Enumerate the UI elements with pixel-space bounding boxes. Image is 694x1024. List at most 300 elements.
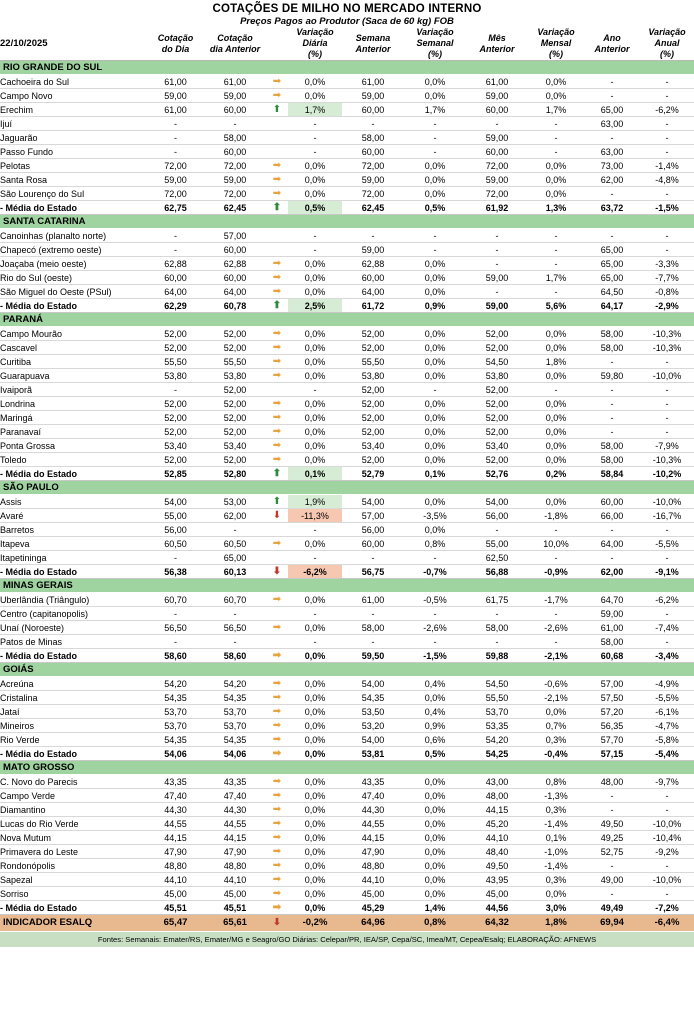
trend-icon-cell — [266, 201, 288, 215]
variation-daily: 0,0% — [288, 257, 342, 271]
price-prev-year: 65,00 — [584, 271, 640, 285]
price-prev-month: 59,88 — [466, 649, 528, 663]
price-prev-year: 58,00 — [584, 439, 640, 453]
variation-monthly: -2,6% — [528, 621, 584, 635]
city-name: Nova Mutum — [0, 831, 147, 845]
price-prev-day: 60,00 — [204, 145, 266, 159]
price-prev-year: 63,72 — [584, 201, 640, 215]
price-prev-year: - — [584, 803, 640, 817]
variation-weekly: 0,0% — [404, 397, 466, 411]
variation-monthly: -1,8% — [528, 509, 584, 523]
price-prev-day: 53,40 — [204, 439, 266, 453]
variation-weekly: 0,0% — [404, 775, 466, 789]
variation-daily: 0,0% — [288, 173, 342, 187]
city-name: Diamantino — [0, 803, 147, 817]
price-prev-week: 72,00 — [342, 187, 404, 201]
arrow-flat-icon: ➡ — [272, 789, 282, 801]
price-day: 60,50 — [147, 537, 204, 551]
trend-icon-cell — [266, 411, 288, 425]
variation-annual: -6,2% — [640, 593, 694, 607]
price-prev-year: 63,00 — [584, 145, 640, 159]
variation-annual: -4,9% — [640, 677, 694, 691]
variation-daily: 0,0% — [288, 705, 342, 719]
price-day: 52,85 — [147, 467, 204, 481]
price-prev-month: 44,10 — [466, 831, 528, 845]
column-header-cotacao-dia: Cotação do Dia — [147, 27, 204, 61]
price-prev-day: 58,60 — [204, 649, 266, 663]
price-day: 59,00 — [147, 173, 204, 187]
city-name: Rio do Sul (oeste) — [0, 271, 147, 285]
price-prev-year: 57,00 — [584, 677, 640, 691]
variation-annual: - — [640, 789, 694, 803]
variation-daily: 0,0% — [288, 719, 342, 733]
variation-annual: -10,4% — [640, 831, 694, 845]
price-prev-year: - — [584, 859, 640, 873]
variation-monthly: -0,6% — [528, 677, 584, 691]
variation-monthly: - — [528, 131, 584, 145]
price-prev-day: 62,45 — [204, 201, 266, 215]
variation-monthly: 0,0% — [528, 397, 584, 411]
state-average-row — [0, 467, 694, 481]
arrow-down-icon: ⬇ — [272, 565, 282, 577]
arrow-flat-icon: ➡ — [272, 845, 282, 857]
quotes-table — [0, 27, 694, 931]
price-prev-day: 47,90 — [204, 845, 266, 859]
price-prev-year: 57,70 — [584, 733, 640, 747]
price-day: 53,40 — [147, 439, 204, 453]
price-prev-week: 48,80 — [342, 859, 404, 873]
variation-daily: 0,0% — [288, 817, 342, 831]
table-row — [0, 803, 694, 817]
table-row — [0, 89, 694, 103]
city-name: Guarapuava — [0, 369, 147, 383]
variation-annual: -16,7% — [640, 509, 694, 523]
price-prev-month: 59,00 — [466, 89, 528, 103]
variation-weekly: 0,4% — [404, 677, 466, 691]
variation-annual: - — [640, 523, 694, 537]
price-day: - — [147, 551, 204, 565]
table-row — [0, 635, 694, 649]
variation-weekly: 0,0% — [404, 341, 466, 355]
variation-daily: 0,0% — [288, 341, 342, 355]
arrow-flat-icon: ➡ — [272, 691, 282, 703]
table-row — [0, 775, 694, 789]
price-day: 54,20 — [147, 677, 204, 691]
city-name: Londrina — [0, 397, 147, 411]
price-prev-day: 72,00 — [204, 159, 266, 173]
variation-daily: - — [288, 117, 342, 131]
state-average-row — [0, 747, 694, 761]
price-prev-month: 52,76 — [466, 467, 528, 481]
variation-weekly: 0,8% — [404, 537, 466, 551]
price-prev-year: 63,00 — [584, 117, 640, 131]
variation-annual: -1,4% — [640, 159, 694, 173]
variation-monthly: -2,1% — [528, 649, 584, 663]
table-row — [0, 873, 694, 887]
price-prev-month: 55,50 — [466, 691, 528, 705]
variation-daily: - — [288, 131, 342, 145]
price-prev-year: 59,80 — [584, 369, 640, 383]
price-day: 52,00 — [147, 341, 204, 355]
price-prev-day: 58,00 — [204, 131, 266, 145]
variation-daily: -6,2% — [288, 565, 342, 579]
price-prev-month: 72,00 — [466, 187, 528, 201]
price-day: 44,55 — [147, 817, 204, 831]
price-day: 53,70 — [147, 705, 204, 719]
trend-icon-cell — [266, 831, 288, 845]
variation-annual: -10,3% — [640, 327, 694, 341]
variation-daily: 0,0% — [288, 677, 342, 691]
trend-icon-none — [266, 551, 288, 565]
table-row — [0, 495, 694, 509]
variation-daily: - — [288, 523, 342, 537]
trend-icon-cell — [266, 705, 288, 719]
table-row — [0, 551, 694, 565]
variation-monthly: 0,0% — [528, 705, 584, 719]
variation-annual: -0,8% — [640, 285, 694, 299]
variation-daily: -11,3% — [288, 509, 342, 523]
price-prev-day: 54,35 — [204, 733, 266, 747]
price-prev-day: 52,00 — [204, 341, 266, 355]
trend-icon-cell — [266, 509, 288, 523]
trend-icon-cell — [266, 299, 288, 313]
price-day: 45,51 — [147, 901, 204, 915]
city-name: Itapetininga — [0, 551, 147, 565]
table-row — [0, 383, 694, 397]
price-prev-month: 59,00 — [466, 131, 528, 145]
variation-monthly: -1,0% — [528, 845, 584, 859]
city-name: Chapecó (extremo oeste) — [0, 243, 147, 257]
price-prev-year: 58,84 — [584, 467, 640, 481]
table-row — [0, 621, 694, 635]
variation-monthly: 0,3% — [528, 803, 584, 817]
price-prev-month: 56,88 — [466, 565, 528, 579]
variation-weekly: - — [404, 131, 466, 145]
variation-daily: 1,7% — [288, 103, 342, 117]
price-prev-day: 43,35 — [204, 775, 266, 789]
arrow-down-icon: ⬇ — [273, 916, 281, 928]
trend-icon-none — [266, 635, 288, 649]
price-prev-month: 43,00 — [466, 775, 528, 789]
state-name: MINAS GERAIS — [0, 579, 694, 593]
price-prev-day: 52,00 — [204, 425, 266, 439]
price-prev-week: 53,50 — [342, 705, 404, 719]
price-prev-week: 45,29 — [342, 901, 404, 915]
variation-annual: -7,4% — [640, 621, 694, 635]
city-name: Primavera do Leste — [0, 845, 147, 859]
price-prev-month: 54,25 — [466, 747, 528, 761]
table-row — [0, 439, 694, 453]
indicator-price-prev-year: 69,94 — [584, 915, 640, 931]
variation-weekly: -1,5% — [404, 649, 466, 663]
city-name: Erechim — [0, 103, 147, 117]
variation-weekly: 0,0% — [404, 803, 466, 817]
price-prev-day: 60,00 — [204, 243, 266, 257]
price-prev-year: - — [584, 411, 640, 425]
trend-icon-cell — [266, 397, 288, 411]
price-prev-week: 58,00 — [342, 131, 404, 145]
variation-monthly: - — [528, 607, 584, 621]
arrow-flat-icon: ➡ — [272, 859, 282, 871]
trend-icon-cell — [266, 677, 288, 691]
arrow-flat-icon: ➡ — [272, 537, 282, 549]
trend-icon-cell — [266, 887, 288, 901]
city-name: Passo Fundo — [0, 145, 147, 159]
price-prev-day: 45,00 — [204, 887, 266, 901]
price-prev-year: - — [584, 187, 640, 201]
table-row — [0, 397, 694, 411]
table-row — [0, 117, 694, 131]
price-day: 43,35 — [147, 775, 204, 789]
variation-weekly: - — [404, 607, 466, 621]
city-name: Cascavel — [0, 341, 147, 355]
price-day: 52,00 — [147, 453, 204, 467]
variation-daily: 0,0% — [288, 887, 342, 901]
variation-annual: -10,0% — [640, 817, 694, 831]
price-prev-day: 44,15 — [204, 831, 266, 845]
price-prev-day: 52,80 — [204, 467, 266, 481]
table-row — [0, 145, 694, 159]
trend-icon-cell — [266, 103, 288, 117]
variation-annual: - — [640, 145, 694, 159]
variation-annual: -10,0% — [640, 495, 694, 509]
city-name: Sorriso — [0, 887, 147, 901]
price-prev-year: 49,00 — [584, 873, 640, 887]
variation-annual: - — [640, 243, 694, 257]
city-name: Toledo — [0, 453, 147, 467]
variation-monthly: 0,0% — [528, 369, 584, 383]
city-name: Acreúna — [0, 677, 147, 691]
variation-annual: -9,7% — [640, 775, 694, 789]
price-day: 61,00 — [147, 103, 204, 117]
price-prev-week: 58,00 — [342, 621, 404, 635]
report-date: 22/10/2025 — [0, 27, 147, 61]
trend-icon-cell — [266, 257, 288, 271]
price-prev-month: - — [466, 285, 528, 299]
variation-annual: -5,5% — [640, 537, 694, 551]
variation-monthly: - — [528, 145, 584, 159]
trend-icon-cell — [266, 425, 288, 439]
price-prev-month: 45,20 — [466, 817, 528, 831]
trend-icon-cell — [266, 369, 288, 383]
variation-monthly: 0,0% — [528, 173, 584, 187]
trend-icon-cell — [266, 285, 288, 299]
price-prev-week: 54,35 — [342, 691, 404, 705]
variation-daily: 0,0% — [288, 411, 342, 425]
state-header-row — [0, 61, 694, 75]
price-prev-year: - — [584, 383, 640, 397]
table-row — [0, 285, 694, 299]
price-prev-day: 53,00 — [204, 495, 266, 509]
variation-annual: -1,5% — [640, 201, 694, 215]
table-row — [0, 103, 694, 117]
price-prev-month: 52,00 — [466, 425, 528, 439]
variation-monthly: 0,3% — [528, 733, 584, 747]
variation-monthly: 0,0% — [528, 187, 584, 201]
price-prev-year: - — [584, 355, 640, 369]
trend-icon-cell — [266, 537, 288, 551]
variation-annual: - — [640, 117, 694, 131]
price-prev-year: 62,00 — [584, 173, 640, 187]
variation-daily: 0,5% — [288, 201, 342, 215]
price-prev-week: 45,00 — [342, 887, 404, 901]
variation-monthly: 3,0% — [528, 901, 584, 915]
variation-monthly: 1,3% — [528, 201, 584, 215]
arrow-up-icon: ⬆ — [272, 103, 282, 115]
arrow-flat-icon: ➡ — [272, 397, 282, 409]
trend-icon-none — [266, 383, 288, 397]
price-prev-week: 52,00 — [342, 453, 404, 467]
variation-monthly: - — [528, 285, 584, 299]
city-name: Maringá — [0, 411, 147, 425]
trend-icon-cell — [266, 467, 288, 481]
city-name: Patos de Minas — [0, 635, 147, 649]
price-prev-month: 59,00 — [466, 271, 528, 285]
price-prev-day: 55,50 — [204, 355, 266, 369]
price-prev-day: 54,35 — [204, 691, 266, 705]
price-prev-week: 52,00 — [342, 411, 404, 425]
variation-weekly: 0,0% — [404, 425, 466, 439]
state-header-row — [0, 481, 694, 495]
trend-icon-none — [266, 131, 288, 145]
variation-daily: 1,9% — [288, 495, 342, 509]
variation-weekly: 0,0% — [404, 691, 466, 705]
price-prev-week: 64,00 — [342, 285, 404, 299]
price-day: 52,00 — [147, 425, 204, 439]
arrow-flat-icon: ➡ — [272, 285, 282, 297]
variation-annual: -3,3% — [640, 257, 694, 271]
city-name: Campo Mourão — [0, 327, 147, 341]
price-prev-year: - — [584, 397, 640, 411]
price-prev-day: 56,50 — [204, 621, 266, 635]
price-prev-year: 52,75 — [584, 845, 640, 859]
price-prev-month: 45,00 — [466, 887, 528, 901]
price-prev-week: 62,45 — [342, 201, 404, 215]
indicator-label: INDICADOR ESALQ — [0, 915, 147, 931]
trend-icon-cell — [266, 271, 288, 285]
variation-annual: - — [640, 425, 694, 439]
price-prev-year: - — [584, 887, 640, 901]
price-prev-day: 62,88 — [204, 257, 266, 271]
price-day: 59,00 — [147, 89, 204, 103]
variation-annual: - — [640, 187, 694, 201]
variation-monthly: - — [528, 523, 584, 537]
table-row — [0, 593, 694, 607]
price-day: 54,35 — [147, 733, 204, 747]
price-prev-month: 62,50 — [466, 551, 528, 565]
variation-annual: - — [640, 383, 694, 397]
city-name: Ivaiporã — [0, 383, 147, 397]
price-prev-week: 44,30 — [342, 803, 404, 817]
variation-annual: -4,7% — [640, 719, 694, 733]
variation-annual: -6,1% — [640, 705, 694, 719]
arrow-flat-icon: ➡ — [272, 831, 282, 843]
indicator-row — [0, 915, 694, 931]
trend-icon-cell — [266, 733, 288, 747]
table-row — [0, 789, 694, 803]
variation-monthly: -2,1% — [528, 691, 584, 705]
variation-weekly: 0,0% — [404, 845, 466, 859]
variation-annual: - — [640, 75, 694, 89]
trend-icon-cell — [266, 845, 288, 859]
price-day: 56,50 — [147, 621, 204, 635]
price-prev-week: 60,00 — [342, 103, 404, 117]
variation-annual: -5,4% — [640, 747, 694, 761]
variation-weekly: 0,0% — [404, 173, 466, 187]
price-prev-year: - — [584, 523, 640, 537]
indicator-variation-weekly: 0,8% — [404, 915, 466, 931]
variation-weekly: 0,0% — [404, 75, 466, 89]
price-prev-month: 61,92 — [466, 201, 528, 215]
variation-weekly: -2,6% — [404, 621, 466, 635]
variation-annual: - — [640, 229, 694, 243]
price-prev-month: 61,00 — [466, 75, 528, 89]
price-day: 54,35 — [147, 691, 204, 705]
price-prev-week: 59,00 — [342, 243, 404, 257]
indicator-price-day: 65,47 — [147, 915, 204, 931]
price-prev-day: 47,40 — [204, 789, 266, 803]
arrow-up-icon: ⬆ — [272, 495, 282, 507]
price-prev-month: - — [466, 229, 528, 243]
variation-monthly: 0,0% — [528, 887, 584, 901]
variation-monthly: - — [528, 635, 584, 649]
price-day: 55,00 — [147, 509, 204, 523]
variation-daily: 0,0% — [288, 901, 342, 915]
trend-icon-cell — [266, 859, 288, 873]
price-prev-week: 44,55 — [342, 817, 404, 831]
variation-annual: - — [640, 607, 694, 621]
table-row — [0, 75, 694, 89]
price-prev-year: - — [584, 75, 640, 89]
indicator-price-prev-day: 65,61 — [204, 915, 266, 931]
price-day: 58,60 — [147, 649, 204, 663]
price-prev-week: 52,00 — [342, 397, 404, 411]
price-prev-day: - — [204, 607, 266, 621]
price-prev-week: 52,00 — [342, 341, 404, 355]
price-prev-week: 52,00 — [342, 327, 404, 341]
trend-icon-cell — [266, 649, 288, 663]
state-header-row — [0, 579, 694, 593]
arrow-flat-icon: ➡ — [272, 621, 282, 633]
price-prev-day: 60,50 — [204, 537, 266, 551]
indicator-variation-monthly: 1,8% — [528, 915, 584, 931]
price-day: - — [147, 229, 204, 243]
variation-weekly: 0,0% — [404, 327, 466, 341]
table-row — [0, 271, 694, 285]
variation-daily: - — [288, 229, 342, 243]
column-header-variacao-semanal: Variação Semanal (%) — [404, 27, 466, 61]
variation-weekly: 0,0% — [404, 817, 466, 831]
page-subtitle: Preços Pagos ao Produtor (Saca de 60 kg) FOB — [240, 16, 454, 27]
price-prev-week: - — [342, 229, 404, 243]
variation-monthly: 0,0% — [528, 411, 584, 425]
state-average-label: - Média do Estado — [0, 747, 147, 761]
price-prev-week: 47,40 — [342, 789, 404, 803]
price-prev-month: 54,50 — [466, 355, 528, 369]
table-row — [0, 453, 694, 467]
price-prev-year: 64,17 — [584, 299, 640, 313]
price-day: 56,38 — [147, 565, 204, 579]
table-row — [0, 159, 694, 173]
price-prev-week: - — [342, 551, 404, 565]
variation-monthly: -0,4% — [528, 747, 584, 761]
price-day: 48,80 — [147, 859, 204, 873]
arrow-flat-icon: ➡ — [272, 733, 282, 745]
city-name: Cachoeira do Sul — [0, 75, 147, 89]
arrow-flat-icon: ➡ — [272, 257, 282, 269]
price-prev-day: 52,00 — [204, 453, 266, 467]
variation-annual: -3,4% — [640, 649, 694, 663]
